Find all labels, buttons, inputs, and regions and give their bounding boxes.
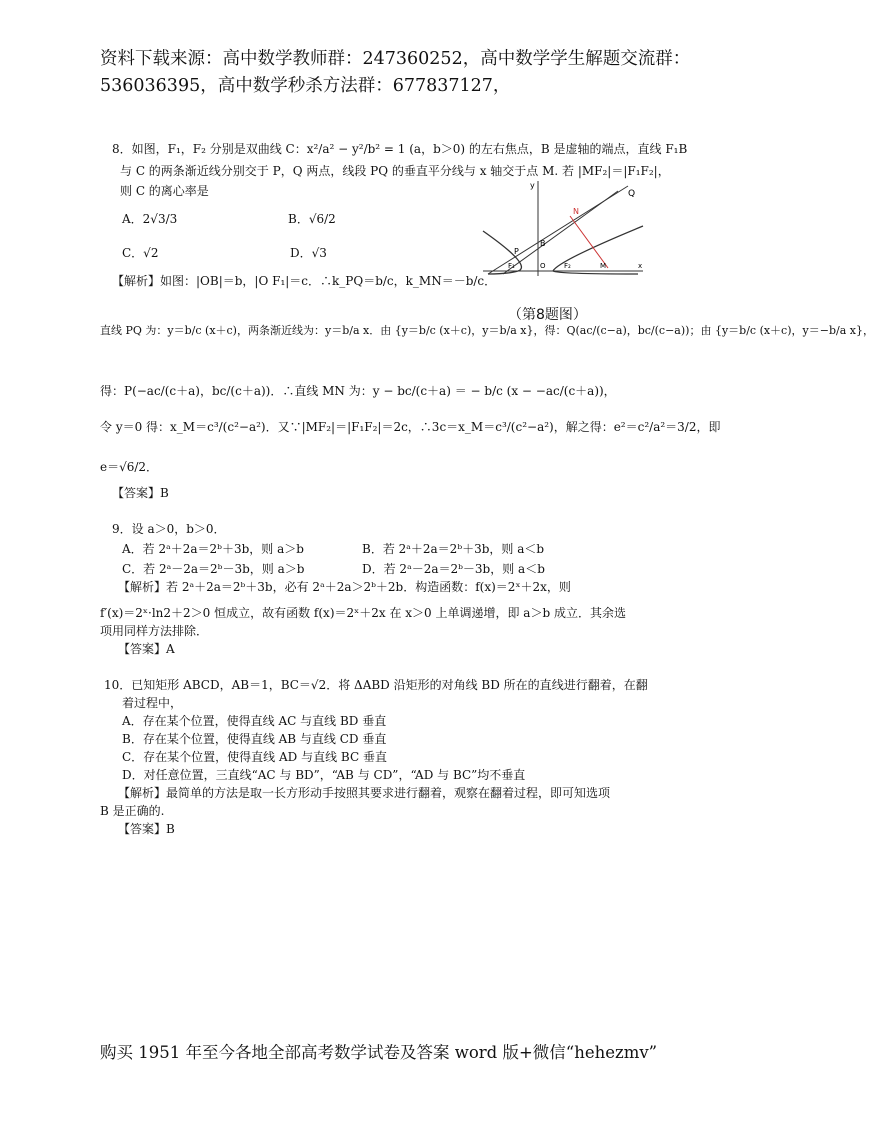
page-header	[100, 46, 700, 100]
q9-analysis-line-3: 项用同样方法排除．	[100, 624, 209, 638]
q9-answer: 【答案】A	[118, 642, 175, 656]
hyperbola-figure	[478, 176, 648, 276]
fig-label-n: N	[573, 207, 579, 216]
q8-option-c: C．√2	[122, 246, 159, 260]
q10-stem-line-2: 着过程中，	[122, 696, 183, 710]
q8-stem-line-2: 与 C 的两条渐近线分别交于 P，Q 两点，线段 PQ 的垂直平分线与 x 轴交于点 M. 若 |MF₂|＝|F₁F₂|，	[120, 164, 670, 178]
page-footer: 购买 1951 年至今各地全部高考数学试卷及答案 word 版+微信“hehezmv”	[100, 1043, 658, 1062]
q8-stem-line-3: 则 C 的离心率是	[120, 184, 209, 198]
q8-analysis-line-2: 直线 PQ 为：y＝b/c (x＋c)，两条渐近线为：y＝b/a x．由 {y＝b/c (x＋c)，y＝b/a x}，得：Q(ac/(c−a)，bc/(c−a))；由 {y＝b/c (x＋c)，y＝−b/a x}，	[100, 324, 874, 337]
fig-label-f2: F₂	[564, 262, 571, 270]
q8-option-b: B．√6/2	[288, 212, 336, 226]
q9-option-c: C．若 2ᵃ－2a＝2ᵇ－3b，则 a＞b	[122, 562, 305, 576]
fig-label-y: y	[530, 181, 535, 190]
q10-analysis-line-1: 【解析】最简单的方法是取一长方形动手按照其要求进行翻着，观察在翻着过程，即可知选项	[118, 786, 611, 800]
q8-option-d: D．√3	[290, 246, 327, 260]
fig-label-o: O	[540, 262, 546, 270]
q8-option-a: A．2√3/3	[122, 212, 178, 226]
q10-option-b: B．存在某个位置，使得直线 AB 与直线 CD 垂直	[122, 732, 387, 746]
q8-analysis-line-5: e＝√6/2．	[100, 460, 159, 474]
q9-option-b: B．若 2ᵃ＋2a＝2ᵇ＋3b，则 a＜b	[362, 542, 545, 556]
q8-analysis-line-3: 得：P(−ac/(c＋a)，bc/(c＋a))．∴直线 MN 为：y − bc/(c＋a) ＝ − b/c (x − −ac/(c＋a))，	[100, 384, 616, 398]
q10-analysis-line-2: B 是正确的.	[100, 804, 165, 818]
q9-stem: 9．设 a＞0，b＞0．	[112, 522, 226, 536]
q8-answer: 【答案】B	[112, 486, 169, 500]
q9-option-a: A．若 2ᵃ＋2a＝2ᵇ＋3b，则 a＞b	[122, 542, 304, 556]
fig-label-q: Q	[628, 189, 636, 199]
perpendicular-bisector	[570, 216, 608, 268]
q10-option-d: D．对任意位置，三直线“AC 与 BD”，“AB 与 CD”，“AD 与 BC”均不垂直	[122, 768, 526, 782]
fig-label-p: P	[514, 247, 519, 256]
q9-analysis-line-1: 【解析】若 2ᵃ＋2a＝2ᵇ＋3b，必有 2ᵃ＋2a＞2ᵇ＋2b．构造函数：f(x)＝2ˣ＋2x，则	[118, 580, 571, 594]
q9-option-d: D．若 2ᵃ－2a＝2ᵇ－3b，则 a＜b	[362, 562, 545, 576]
q10-answer: 【答案】B	[118, 822, 175, 836]
q8-stem-line-1: 8．如图，F₁，F₂ 分别是双曲线 C：x²/a² − y²/b² = 1 (a，b＞0) 的左右焦点，B 是虚轴的端点，直线 F₁B	[112, 142, 688, 156]
figure-caption: （第8题图）	[508, 307, 587, 323]
header-line-2: 536036395，高中数学秒杀方法群：677837127，	[100, 76, 511, 96]
fig-label-m: M	[600, 262, 607, 270]
header-line-1: 资料下载来源：高中数学教师群：247360252，高中数学学生解题交流群：	[100, 49, 691, 69]
fig-label-f1: F₁	[508, 262, 515, 270]
q10-option-c: C．存在某个位置，使得直线 AD 与直线 BC 垂直	[122, 750, 387, 764]
q9-analysis-line-2: f′(x)＝2ˣ·ln2＋2＞0 恒成立，故有函数 f(x)＝2ˣ＋2x 在 x＞0 上单调递增，即 a＞b 成立．其余选	[100, 606, 626, 620]
q10-stem-line-1: 10．已知矩形 ABCD，AB＝1，BC＝√2．将 ΔABD 沿矩形的对角线 BD 所在的直线进行翻着，在翻	[104, 678, 648, 692]
q8-analysis-line-4: 令 y＝0 得：x_M＝c³/(c²−a²)．又∵|MF₂|＝|F₁F₂|＝2c，∴3c＝x_M＝c³/(c²−a²)，解之得：e²＝c²/a²＝3/2，即	[100, 420, 721, 434]
fig-label-x: x	[638, 262, 643, 270]
q8-analysis-line-1: 【解析】如图：|OB|＝b，|O F₁|＝c．∴k_PQ＝b/c，k_MN＝－b/c．	[112, 274, 497, 288]
q10-option-a: A．存在某个位置，使得直线 AC 与直线 BD 垂直	[122, 714, 387, 728]
fig-label-b: B	[540, 239, 546, 248]
